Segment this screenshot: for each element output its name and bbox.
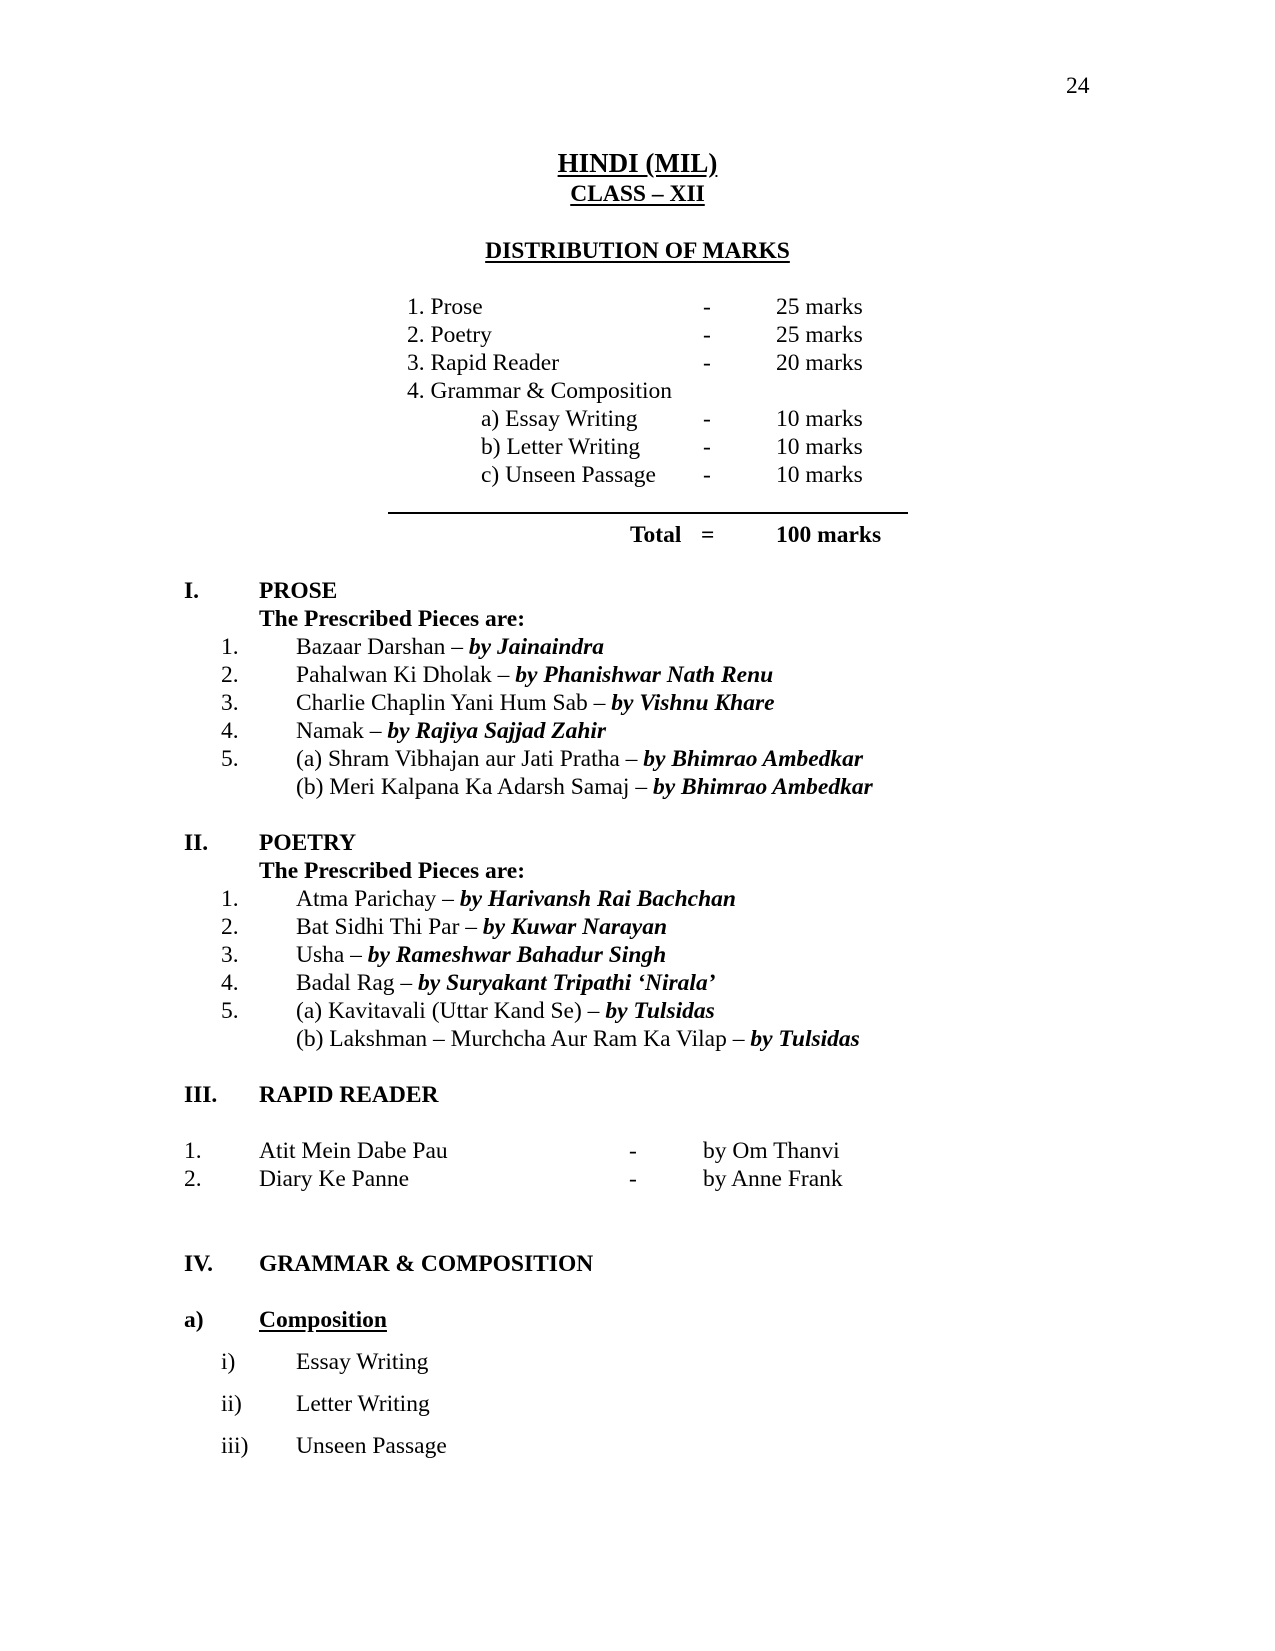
piece-author: by Jainaindra	[468, 634, 605, 660]
piece-author: by Tulsidas	[605, 998, 715, 1024]
section-heading: GRAMMAR & COMPOSITION	[259, 1251, 594, 1277]
piece-author: by Bhimrao Ambedkar	[652, 774, 873, 800]
list-item-number: ii)	[221, 1391, 242, 1417]
page-title: HINDI (MIL)	[557, 148, 718, 178]
dist-subitem-marks: 10 marks	[776, 406, 863, 432]
list-item	[296, 1028, 860, 1052]
list-item	[296, 888, 736, 912]
list-item	[296, 1000, 715, 1024]
list-item-number: 5.	[221, 998, 239, 1024]
dist-item-label: 2. Poetry	[407, 322, 492, 348]
piece-title: Namak –	[296, 718, 388, 744]
list-item	[296, 664, 773, 688]
dist-item-marks: 25 marks	[776, 294, 863, 320]
list-item	[296, 692, 775, 716]
dist-item-label: 1. Prose	[407, 294, 483, 320]
reader-sep: -	[629, 1166, 637, 1192]
section-heading: POETRY	[259, 830, 357, 856]
piece-author: by Bhimrao Ambedkar	[643, 746, 864, 772]
dist-item-marks: 20 marks	[776, 350, 863, 376]
distribution-heading: DISTRIBUTION OF MARKS	[485, 238, 790, 264]
reader-author: by Anne Frank	[703, 1166, 843, 1192]
dist-subitem-label: b) Letter Writing	[481, 434, 641, 460]
dist-subitem-sep: -	[703, 434, 711, 460]
reader-title: Atit Mein Dabe Pau	[259, 1138, 448, 1164]
total-divider	[388, 512, 908, 514]
list-item-number: 2.	[221, 914, 239, 940]
piece-author: by Tulsidas	[750, 1026, 860, 1052]
piece-author: by Suryakant Tripathi ‘Nirala’	[418, 970, 716, 996]
list-item-number: 2.	[184, 1166, 202, 1192]
list-item-number: 5.	[221, 746, 239, 772]
total-sep: =	[701, 522, 715, 548]
piece-author: by Phanishwar Nath Renu	[515, 662, 774, 688]
section-subheading: The Prescribed Pieces are:	[259, 606, 526, 632]
dist-subitem-label: a) Essay Writing	[481, 406, 638, 432]
list-item-number: i)	[221, 1349, 236, 1375]
piece-author: by Kuwar Narayan	[482, 914, 668, 940]
dist-item-sep: -	[703, 294, 711, 320]
list-item-number: 1.	[221, 634, 239, 660]
piece-title: Atma Parichay –	[296, 886, 460, 912]
section-numeral: II.	[184, 830, 209, 856]
dist-subitem-sep: -	[703, 462, 711, 488]
list-item	[296, 916, 667, 940]
subsection-heading: Composition	[259, 1307, 387, 1333]
piece-title: (a) Kavitavali (Uttar Kand Se) –	[296, 998, 606, 1024]
page-subtitle: CLASS – XII	[570, 181, 705, 207]
dist-subitem-sep: -	[703, 406, 711, 432]
piece-author: by Rameshwar Bahadur Singh	[367, 942, 667, 968]
list-item-number: 2.	[221, 662, 239, 688]
piece-title: Bazaar Darshan –	[296, 634, 469, 660]
list-item-number: iii)	[221, 1433, 249, 1459]
list-item-number: 1.	[221, 886, 239, 912]
dist-item-label: 3. Rapid Reader	[407, 350, 560, 376]
list-item	[296, 972, 716, 996]
piece-title: Pahalwan Ki Dholak –	[296, 662, 516, 688]
dist-subitem-label: c) Unseen Passage	[481, 462, 656, 488]
page-number: 24	[1066, 73, 1090, 99]
list-item-number: 4.	[221, 970, 239, 996]
dist-item-marks: 25 marks	[776, 322, 863, 348]
piece-title: (a) Shram Vibhajan aur Jati Pratha –	[296, 746, 644, 772]
total-label: Total	[630, 522, 682, 548]
section-numeral: IV.	[184, 1251, 213, 1277]
list-item-number: 3.	[221, 942, 239, 968]
dist-subitem-marks: 10 marks	[776, 462, 863, 488]
list-item: Essay Writing	[296, 1349, 429, 1375]
list-item	[296, 720, 606, 744]
list-item: Letter Writing	[296, 1391, 430, 1417]
reader-author: by Om Thanvi	[703, 1138, 840, 1164]
piece-author: by Vishnu Khare	[611, 690, 775, 716]
list-item	[296, 748, 863, 772]
section-subheading: The Prescribed Pieces are:	[259, 858, 526, 884]
section-heading: RAPID READER	[259, 1082, 439, 1108]
dist-subitem-marks: 10 marks	[776, 434, 863, 460]
piece-title: Charlie Chaplin Yani Hum Sab –	[296, 690, 612, 716]
dist-item-label: 4. Grammar & Composition	[407, 378, 673, 404]
section-heading: PROSE	[259, 578, 338, 604]
list-item: Unseen Passage	[296, 1433, 447, 1459]
piece-author: by Rajiya Sajjad Zahir	[387, 718, 607, 744]
list-item-number: 4.	[221, 718, 239, 744]
list-item-number: 3.	[221, 690, 239, 716]
list-item-number: 1.	[184, 1138, 202, 1164]
reader-sep: -	[629, 1138, 637, 1164]
total-value: 100 marks	[776, 522, 882, 548]
list-item	[296, 944, 666, 968]
reader-title: Diary Ke Panne	[259, 1166, 410, 1192]
piece-title: Badal Rag –	[296, 970, 419, 996]
piece-author: by Harivansh Rai Bachchan	[459, 886, 736, 912]
piece-title: (b) Lakshman – Murchcha Aur Ram Ka Vilap –	[296, 1026, 751, 1052]
piece-title: Usha –	[296, 942, 368, 968]
piece-title: Bat Sidhi Thi Par –	[296, 914, 483, 940]
piece-title: (b) Meri Kalpana Ka Adarsh Samaj –	[296, 774, 653, 800]
list-item	[296, 776, 873, 800]
dist-item-sep: -	[703, 322, 711, 348]
list-item	[296, 636, 604, 660]
dist-item-sep: -	[703, 350, 711, 376]
section-numeral: III.	[184, 1082, 218, 1108]
subsection-label: a)	[184, 1307, 204, 1333]
section-numeral: I.	[184, 578, 200, 604]
